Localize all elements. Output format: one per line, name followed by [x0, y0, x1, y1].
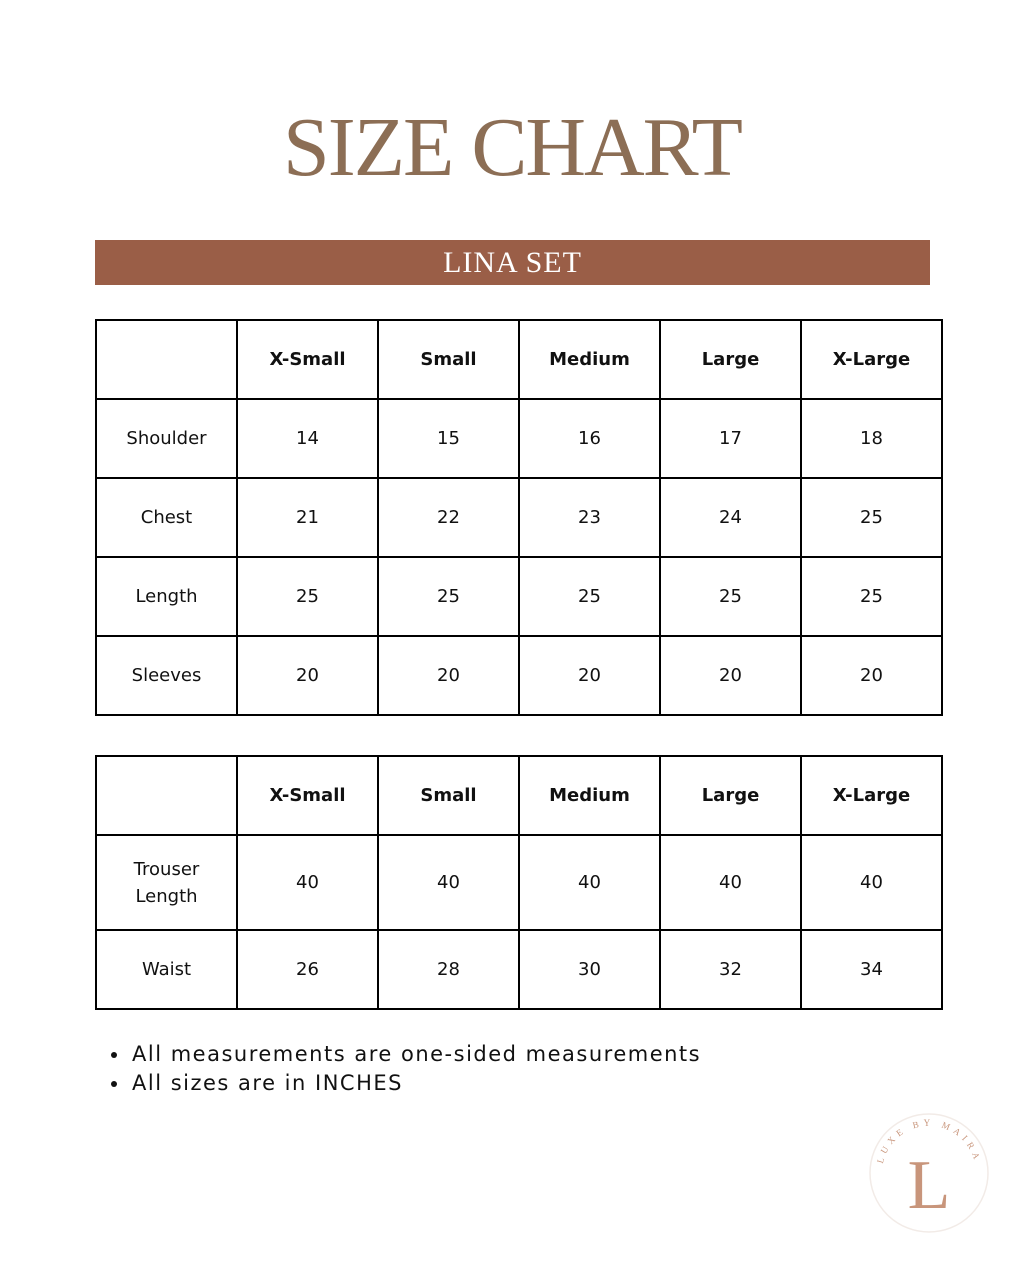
header-cell-large: Large	[660, 756, 801, 835]
table-row	[96, 399, 942, 478]
logo-letter: L	[907, 1147, 951, 1224]
header-cell-xlarge: X-Large	[801, 320, 942, 399]
header-cell-small: Small	[378, 756, 519, 835]
table-row	[96, 636, 942, 715]
size-table-bottom	[95, 755, 943, 1010]
table-row	[96, 835, 942, 930]
row-label: Length	[96, 557, 237, 636]
row-label: Waist	[96, 930, 237, 1009]
row-label: Sleeves	[96, 636, 237, 715]
table-cell: 23	[519, 478, 660, 557]
table-cell: 24	[660, 478, 801, 557]
table-cell: 25	[378, 557, 519, 636]
table-cell: 14	[237, 399, 378, 478]
brand-logo-icon	[868, 1112, 990, 1234]
table-cell: 20	[801, 636, 942, 715]
table-cell: 40	[519, 835, 660, 930]
table-cell: 40	[660, 835, 801, 930]
table-cell: 25	[660, 557, 801, 636]
size-table-top	[95, 319, 943, 716]
table-header-row	[96, 320, 942, 399]
table-cell: 40	[378, 835, 519, 930]
table-header-row	[96, 756, 942, 835]
header-cell-large: Large	[660, 320, 801, 399]
table-cell: 17	[660, 399, 801, 478]
table-cell: 20	[378, 636, 519, 715]
table-cell: 25	[801, 478, 942, 557]
table-cell: 25	[519, 557, 660, 636]
header-cell-empty	[96, 320, 237, 399]
table-cell: 20	[237, 636, 378, 715]
notes-list	[106, 1040, 701, 1098]
row-label: Chest	[96, 478, 237, 557]
table-row	[96, 478, 942, 557]
list-item: • All sizes are in INCHES	[130, 1069, 701, 1098]
table-cell: 32	[660, 930, 801, 1009]
table-row	[96, 557, 942, 636]
table-cell: 28	[378, 930, 519, 1009]
row-label: Shoulder	[96, 399, 237, 478]
table-cell: 34	[801, 930, 942, 1009]
header-cell-small: Small	[378, 320, 519, 399]
header-cell-xsmall: X-Small	[237, 756, 378, 835]
header-cell-empty	[96, 756, 237, 835]
table-cell: 20	[660, 636, 801, 715]
row-label: Trouser Length	[96, 835, 237, 930]
header-cell-xsmall: X-Small	[237, 320, 378, 399]
table-cell: 40	[801, 835, 942, 930]
list-item: • All measurements are one-sided measurements	[130, 1040, 701, 1069]
table-cell: 25	[801, 557, 942, 636]
table-cell: 21	[237, 478, 378, 557]
logo-ring-text: LUXE BY MAIRA	[874, 1117, 984, 1165]
product-banner: LINA SET	[95, 240, 930, 285]
brand-logo	[868, 1112, 990, 1234]
table-cell: 26	[237, 930, 378, 1009]
table-cell: 25	[237, 557, 378, 636]
table-cell: 30	[519, 930, 660, 1009]
header-cell-medium: Medium	[519, 756, 660, 835]
table-row	[96, 930, 942, 1009]
table-cell: 15	[378, 399, 519, 478]
table-cell: 22	[378, 478, 519, 557]
table-cell: 40	[237, 835, 378, 930]
table-cell: 20	[519, 636, 660, 715]
page-title: SIZE CHART	[283, 101, 741, 194]
table-cell: 18	[801, 399, 942, 478]
header-cell-xlarge: X-Large	[801, 756, 942, 835]
table-cell: 16	[519, 399, 660, 478]
header-cell-medium: Medium	[519, 320, 660, 399]
